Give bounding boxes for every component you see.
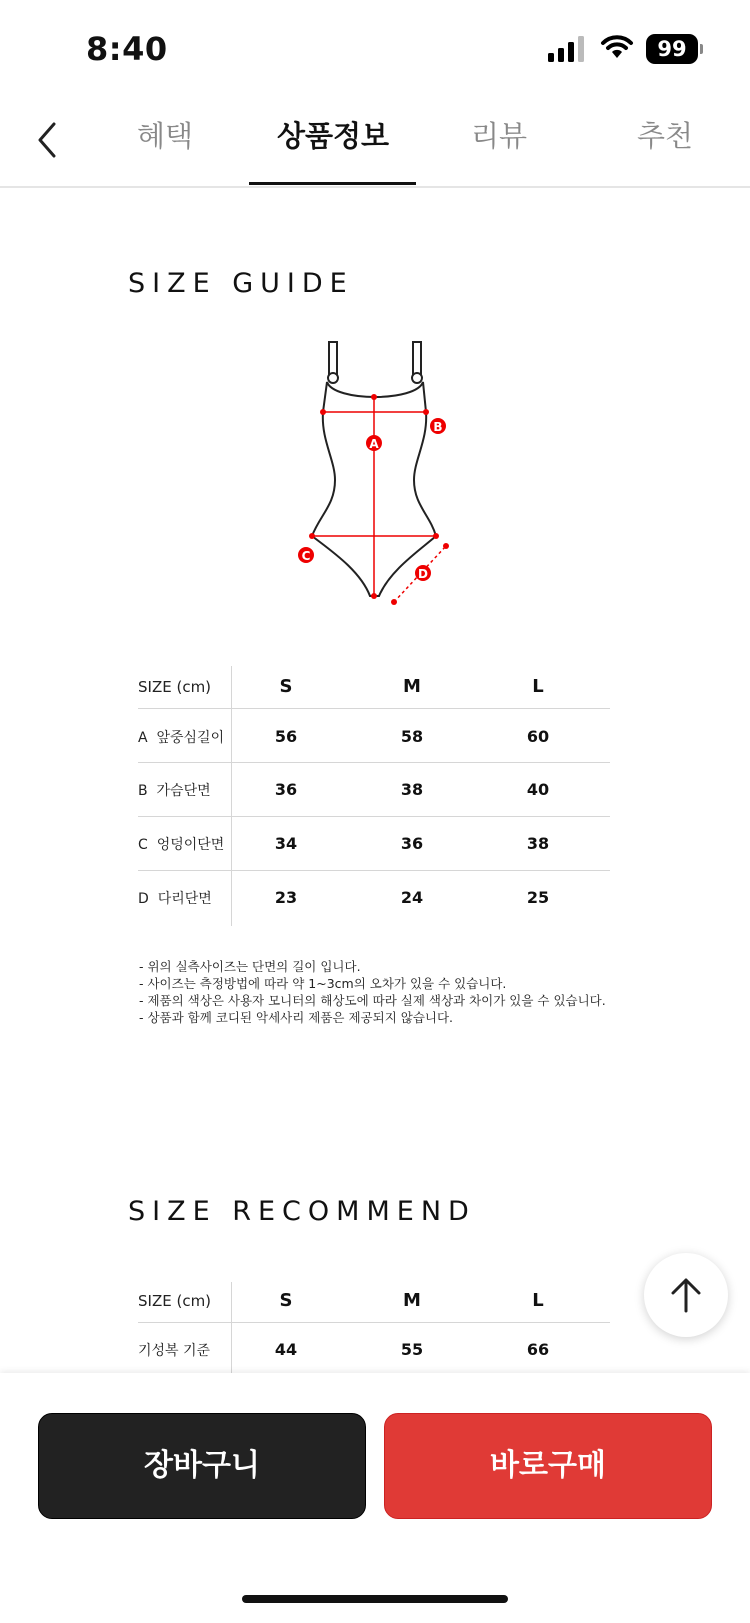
value-m: 38 [400,780,424,799]
note-line: - 위의 실측사이즈는 단면의 길이 입니다. [139,959,361,974]
home-indicator [242,1595,508,1603]
purchase-bar [0,1373,750,1623]
header-m: M [403,1290,421,1311]
diagram-label-a [366,435,382,451]
diagram-label-b [430,418,446,434]
table-row [138,834,610,858]
value-l: 40 [526,780,550,799]
diagram-label-d [415,565,431,581]
size-guide-table [138,666,610,926]
add-to-cart-button[interactable]: 장바구니 [38,1413,366,1519]
note-line: - 상품과 함께 코디된 악세사리 제품은 제공되지 않습니다. [139,1010,454,1025]
diagram-label-c [298,547,314,563]
row-label: A 앞중심길이 [138,730,225,746]
value-s: 44 [274,1340,298,1359]
value-s: 36 [274,780,298,799]
value-m: 24 [400,888,424,907]
swimsuit-diagram [290,340,470,630]
status-bar [0,0,750,100]
wifi-icon [600,34,634,60]
tab-benefits[interactable]: 혜택 [136,119,194,153]
value-l: 25 [526,888,550,907]
size-guide-title: SIZE GUIDE [128,268,354,299]
value-s: 34 [274,834,298,853]
svg-text:A: A [369,437,379,451]
value-s: 56 [274,727,298,746]
value-m: 58 [400,727,424,746]
arrow-up-icon [644,1253,728,1337]
battery-cap [700,44,703,54]
table-row [138,888,610,912]
value-m: 55 [400,1340,424,1359]
svg-text:C: C [301,549,311,563]
row-label: B 가슴단면 [138,783,211,799]
header-size-cm: SIZE (cm) [138,1292,212,1310]
active-tab-indicator [249,182,416,185]
row-label: D 다리단면 [138,891,212,907]
buy-now-button[interactable]: 바로구매 [384,1413,712,1519]
header-m: M [403,676,421,697]
size-recommend-title: SIZE RECOMMEND [128,1196,476,1227]
value-l: 66 [526,1340,550,1359]
value-s: 23 [274,888,298,907]
scroll-to-top-button[interactable] [644,1253,728,1337]
row-label: 기성복 기준 [138,1343,211,1359]
status-time: 8:40 [86,30,168,68]
value-m: 36 [400,834,424,853]
size-recommend-table [138,1282,610,1374]
table-row [138,727,610,751]
tab-recommend[interactable]: 추천 [636,119,694,153]
cellular-signal-icon [548,36,586,62]
table-header-row [138,1290,610,1320]
row-label: C 엉덩이단면 [138,837,225,853]
table-row [138,780,610,804]
tab-product-info[interactable]: 상품정보 [276,119,390,153]
table-row [138,1340,610,1364]
chevron-left-icon[interactable] [30,118,70,162]
header-l: L [532,676,544,697]
note-line: - 제품의 색상은 사용자 모니터의 해상도에 따라 실제 색상과 차이가 있을 수 있습니다. [139,993,606,1008]
header-s: S [279,1290,293,1311]
svg-text:D: D [418,567,428,581]
tab-reviews[interactable]: 리뷰 [470,119,528,153]
header-l: L [532,1290,544,1311]
product-tab-bar [0,100,750,188]
size-notes [139,958,606,1026]
header-size-cm: SIZE (cm) [138,678,212,696]
svg-text:B: B [433,420,443,434]
value-l: 38 [526,834,550,853]
battery-indicator: 99 [646,34,698,64]
header-s: S [279,676,293,697]
table-header-row [138,676,610,706]
note-line: - 사이즈는 측정방법에 따라 약 1~3cm의 오차가 있을 수 있습니다. [139,976,507,991]
value-l: 60 [526,727,550,746]
